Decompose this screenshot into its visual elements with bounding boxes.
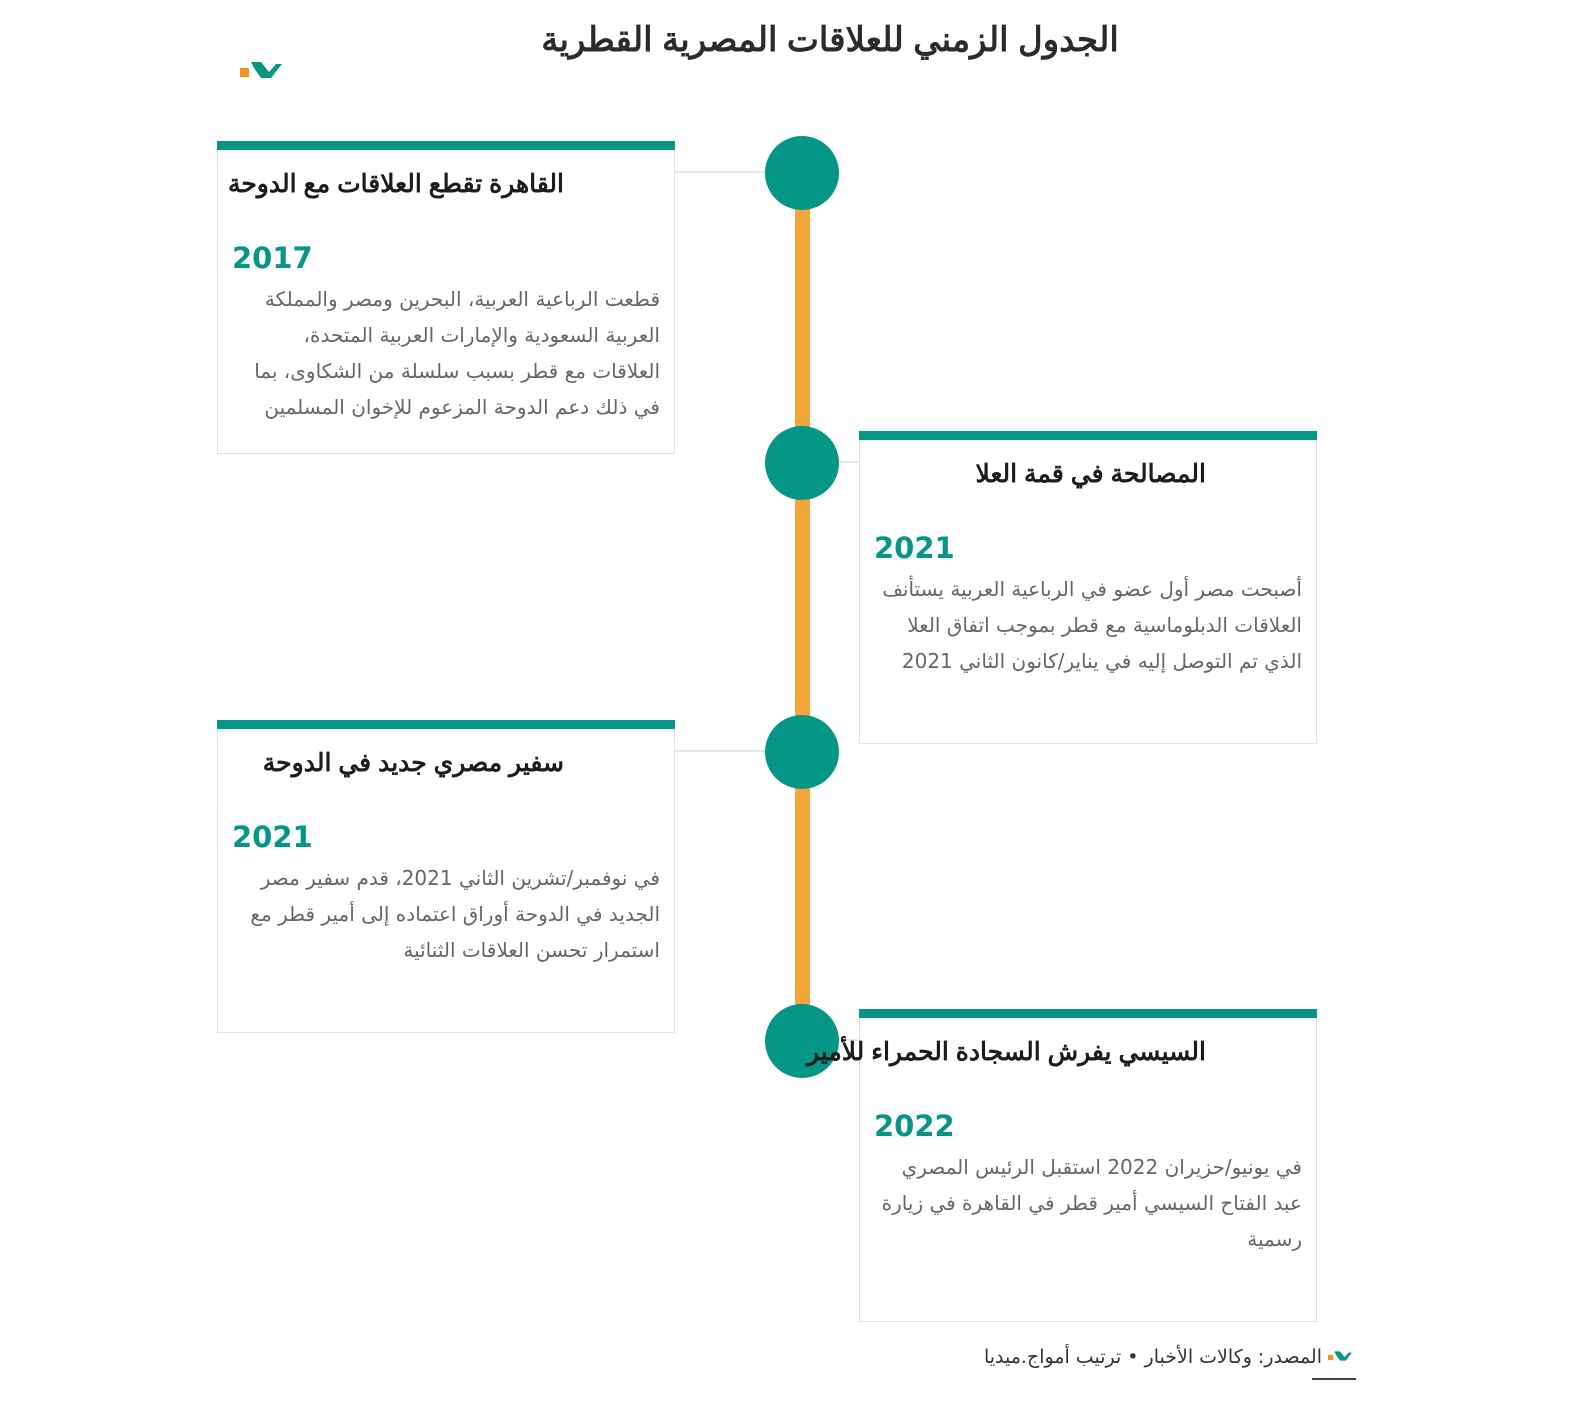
timeline-line	[795, 175, 810, 1045]
event-description: قطعت الرباعية العربية، البحرين ومصر والمملكة العربية السعودية والإمارات العربية المتحدة، العلاقات مع قطر بسبب سلسلة من الشكاوى، بما في ذلك دعم الدوحة المزعوم للإخوان المسلمين	[254, 287, 660, 419]
event-title: القاهرة تقطع العلاقات مع الدوحة	[227, 170, 564, 198]
timeline-node-2017	[765, 136, 839, 210]
footer-logo-icon	[1328, 1349, 1352, 1363]
card-accent-bar	[217, 141, 675, 150]
event-description: في يونيو/حزيران 2022 استقبل الرئيس المصري عبد الفتاح السيسي أمير قطر في القاهرة في زيارة رسمية	[881, 1155, 1302, 1251]
card-accent-bar	[217, 720, 675, 729]
card-accent-bar	[859, 1009, 1317, 1018]
event-description: أصبحت مصر أول عضو في الرباعية العربية يستأنف العلاقات الدبلوماسية مع قطر بموجب اتفاق العلا الذي تم التوصل إليه في يناير/كانون الثاني 2021	[882, 577, 1302, 673]
timeline-node-2021-alula	[765, 426, 839, 500]
event-year: 2022	[874, 1109, 955, 1143]
event-year: 2021	[232, 820, 313, 854]
event-description: في نوفمبر/تشرين الثاني 2021، قدم سفير مصر الجديد في الدوحة أوراق اعتماده إلى أمير قطر مع استمرار تحسن العلاقات الثنائية	[250, 866, 660, 962]
timeline-node-2021-ambassador	[765, 715, 839, 789]
event-title: سفير مصري جديد في الدوحة	[262, 749, 564, 777]
event-title: السيسي يفرش السجادة الحمراء للأمير	[806, 1038, 1206, 1066]
event-card-2021-ambassador	[217, 720, 675, 1033]
event-card-2017	[217, 141, 675, 454]
event-card-2022	[806, 1009, 1317, 1322]
event-year: 2017	[232, 241, 313, 275]
event-title: المصالحة في قمة العلا	[975, 460, 1206, 488]
brand-logo-icon	[240, 58, 282, 82]
source-credit: المصدر: وكالات الأخبار • ترتيب أمواج.ميديا	[983, 1346, 1322, 1368]
card-accent-bar	[859, 431, 1317, 440]
page-title: الجدول الزمني للعلاقات المصرية القطرية	[541, 21, 1119, 59]
event-year: 2021	[874, 531, 955, 565]
event-card-2021-alula	[859, 431, 1317, 744]
footer-rule	[1312, 1378, 1356, 1380]
